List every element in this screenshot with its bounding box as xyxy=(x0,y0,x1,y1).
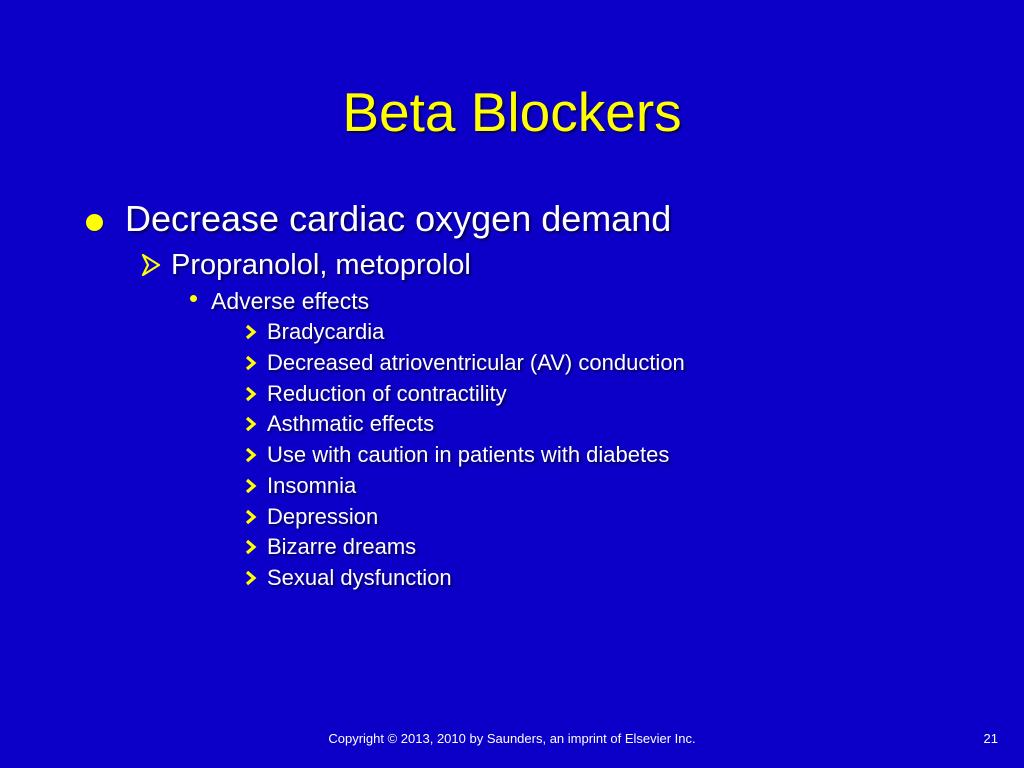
list-item xyxy=(244,502,378,532)
adverse-effect-text: Depression xyxy=(267,504,379,529)
adverse-effect-text: Asthmatic effects xyxy=(267,411,435,436)
slide-title: Beta Blockers xyxy=(342,81,682,143)
chevron-right-icon xyxy=(244,570,258,586)
chevron-right-icon xyxy=(244,386,258,402)
list-item xyxy=(244,532,416,562)
list-item xyxy=(244,563,452,593)
chevron-right-icon xyxy=(244,324,258,340)
adverse-effect-text: Use with caution in patients with diabetes xyxy=(267,442,670,467)
list-item xyxy=(244,348,685,378)
adverse-effect-text: Bizarre dreams xyxy=(267,534,417,559)
bullet-level2-text: Propranolol, metoprolol xyxy=(171,248,471,281)
chevron-right-icon xyxy=(244,539,258,555)
list-item xyxy=(244,409,434,439)
adverse-effect-text: Insomnia xyxy=(267,473,357,498)
list-item xyxy=(244,440,669,470)
chevron-right-icon xyxy=(244,478,258,494)
list-item xyxy=(244,471,356,501)
bullet-level3-text: Adverse effects xyxy=(211,287,370,314)
chevron-right-icon xyxy=(244,416,258,432)
outlined-arrow-icon xyxy=(140,253,162,277)
page-number: 21 xyxy=(983,731,998,746)
bullet-level3 xyxy=(190,286,369,316)
chevron-right-icon xyxy=(244,355,258,371)
adverse-effect-text: Bradycardia xyxy=(267,319,385,344)
list-item xyxy=(244,379,507,409)
chevron-right-icon xyxy=(244,447,258,463)
adverse-effect-text: Sexual dysfunction xyxy=(267,565,452,590)
bullet-level2 xyxy=(140,247,471,283)
small-dot-icon xyxy=(190,295,197,302)
chevron-right-icon xyxy=(244,509,258,525)
filled-circle-icon xyxy=(86,214,103,231)
copyright-footer: Copyright © 2013, 2010 by Saunders, an imprint of Elsevier Inc. xyxy=(328,731,696,746)
adverse-effect-text: Decreased atrioventricular (AV) conduction xyxy=(267,350,685,375)
adverse-effect-text: Reduction of contractility xyxy=(267,381,507,406)
list-item xyxy=(244,317,384,347)
bullet-level1-text: Decrease cardiac oxygen demand xyxy=(125,198,672,239)
bullet-level1 xyxy=(86,197,671,241)
